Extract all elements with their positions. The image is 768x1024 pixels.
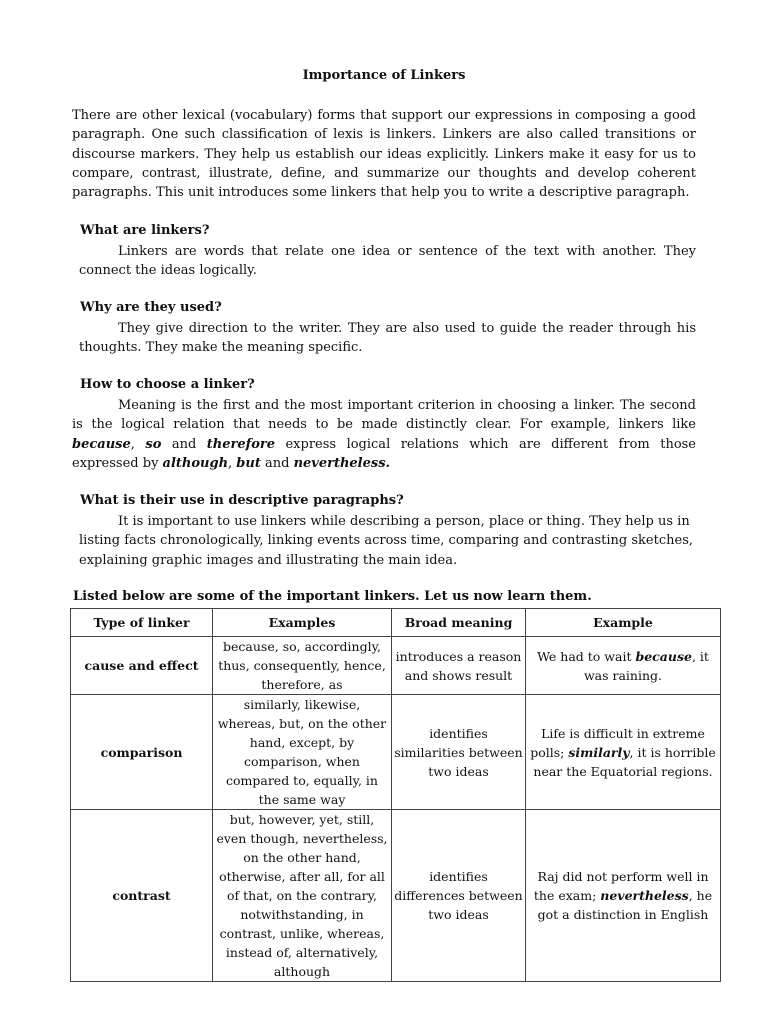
header-example: Example bbox=[526, 609, 721, 637]
question-heading: What is their use in descriptive paragraphs? bbox=[80, 493, 404, 508]
answer-paragraph: It is important to use linkers while describing a person, place or thing. They help us in listing facts chronologically, linking events across time, comparing and contrasting sketches, explaining graphic images and illustrating the main idea. bbox=[79, 514, 693, 568]
cell-example: Raj did not perform well in the exam; nevertheless, he got a distinction in English bbox=[526, 810, 721, 982]
table-header-row bbox=[71, 609, 721, 637]
cell-examples: because, so, accordingly, thus, consequently, hence, therefore, as bbox=[213, 637, 392, 695]
table-row bbox=[71, 695, 721, 810]
page-title: Importance of Linkers bbox=[302, 68, 466, 83]
linkers-table bbox=[70, 608, 721, 982]
cell-meaning: introduces a reason and shows result bbox=[392, 637, 526, 695]
cell-type: comparison bbox=[71, 695, 213, 810]
cell-type: contrast bbox=[71, 810, 213, 982]
question-heading: Why are they used? bbox=[80, 300, 222, 315]
cell-meaning: identifies similarities between two ideas bbox=[392, 695, 526, 810]
table-lead: Listed below are some of the important linkers. Let us now learn them. bbox=[73, 589, 592, 604]
question-heading: How to choose a linker? bbox=[80, 377, 255, 392]
question-heading: What are linkers? bbox=[80, 223, 210, 238]
cell-meaning: identifies differences between two ideas bbox=[392, 810, 526, 982]
table-row bbox=[71, 810, 721, 982]
answer-paragraph: They give direction to the writer. They are also used to guide the reader through his thoughts. They make the meaning specific. bbox=[79, 321, 696, 356]
cell-example: We had to wait because, it was raining. bbox=[526, 637, 721, 695]
cell-examples: similarly, likewise, whereas, but, on the other hand, except, by comparison, when compared to, equally, in the same way bbox=[213, 695, 392, 810]
header-meaning: Broad meaning bbox=[392, 609, 526, 637]
cell-type: cause and effect bbox=[71, 637, 213, 695]
answer-paragraph: Meaning is the first and the most important criterion in choosing a linker. The second is the logical relation that needs to be made distinctly clear. For example, linkers like because, so and therefore express logical relations which are different from those expressed by although, but and nevertheless. bbox=[72, 398, 697, 471]
cell-example: Life is difficult in extreme polls; similarly, it is horrible near the Equatorial regions. bbox=[526, 695, 721, 810]
answer-paragraph: Linkers are words that relate one idea or sentence of the text with another. They connect the ideas logically. bbox=[79, 244, 696, 279]
header-type: Type of linker bbox=[71, 609, 213, 637]
header-examples: Examples bbox=[213, 609, 392, 637]
cell-examples: but, however, yet, still, even though, nevertheless, on the other hand, otherwise, after all, for all of that, on the contrary, notwithstanding, in contrast, unlike, whereas, instead of, alternatively, although bbox=[213, 810, 392, 982]
table-row bbox=[71, 637, 721, 695]
intro-paragraph: There are other lexical (vocabulary) forms that support our expressions in composing a good paragraph. One such classification of lexis is linkers. Linkers are also called transitions or discourse markers. They help us establish our ideas explicitly. Linkers make it easy for us to compare, contrast, illustrate, define, and summarize our thoughts and develop coherent paragraphs. This unit introduces some linkers that help you to write a descriptive paragraph. bbox=[72, 108, 696, 201]
